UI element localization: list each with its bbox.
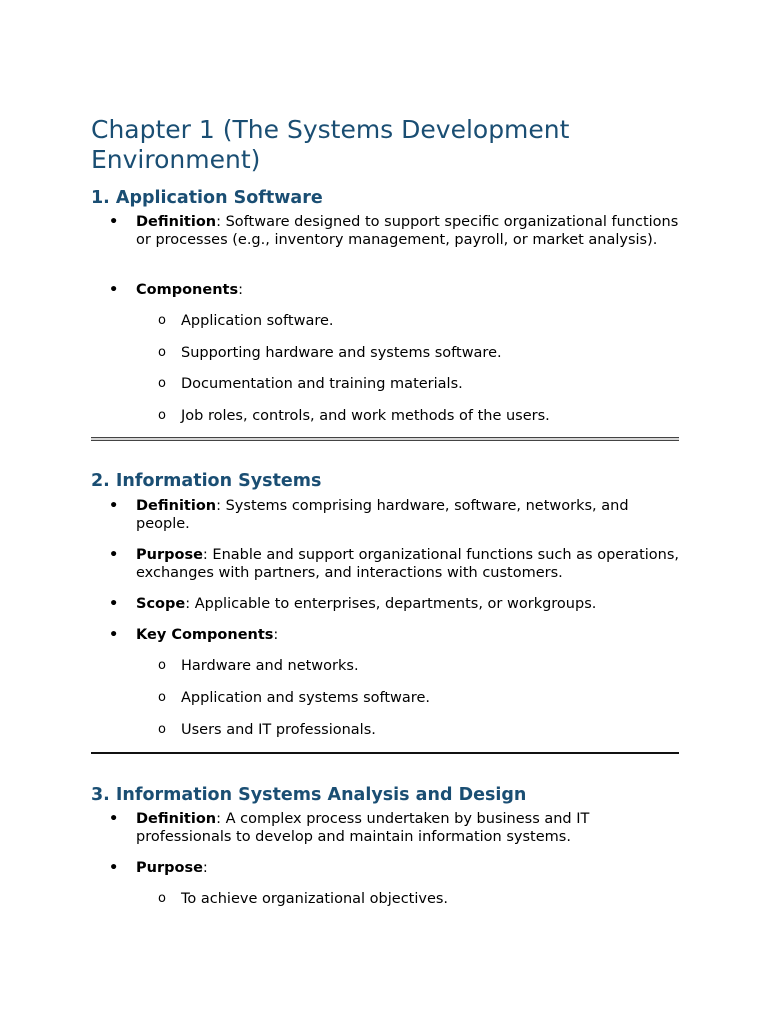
bullet-icon: • [109, 214, 119, 230]
list-item-definition [109, 810, 681, 846]
sub-item-text: Application and systems software. [181, 690, 430, 706]
list-item-scope [109, 595, 681, 613]
item-text: : A complex process undertaken by business and IT professionals to develop and maintain information systems. [136, 811, 590, 845]
sub-item-text: Application software. [181, 313, 334, 329]
bullet-icon: • [109, 811, 119, 827]
sub-list-item [158, 657, 681, 675]
sub-item-text: Users and IT professionals. [181, 722, 376, 738]
section-heading-application-software: 1. Application Software [91, 188, 323, 208]
circle-bullet-icon: o [158, 690, 166, 705]
sub-item-text: To achieve organizational objectives. [181, 891, 449, 907]
circle-bullet-icon: o [158, 345, 166, 360]
sub-item-text: Hardware and networks. [181, 658, 359, 674]
bullet-icon: • [109, 860, 119, 876]
circle-bullet-icon: o [158, 891, 166, 906]
item-text: : [238, 282, 243, 298]
page-title: Chapter 1 (The Systems Development Environment) [91, 115, 570, 174]
item-label: Definition [136, 811, 217, 827]
sub-list-item [158, 890, 681, 908]
sub-list-item [158, 344, 681, 362]
item-text: : Applicable to enterprises, departments, or workgroups. [185, 596, 597, 612]
item-label: Key Components [136, 627, 274, 643]
sub-list-item [158, 312, 681, 330]
bullet-icon: • [109, 498, 119, 514]
circle-bullet-icon: o [158, 658, 166, 673]
sub-item-text: Supporting hardware and systems software. [181, 345, 502, 361]
sub-list-item [158, 689, 681, 707]
circle-bullet-icon: o [158, 408, 166, 423]
bullet-icon: • [109, 627, 119, 643]
item-label: Scope [136, 596, 186, 612]
item-text: : [273, 627, 279, 643]
bullet-icon: • [109, 282, 119, 298]
list-item-purpose [109, 546, 681, 582]
sub-item-text: Job roles, controls, and work methods of the users. [181, 408, 550, 424]
bullet-icon: • [109, 596, 119, 612]
sub-item-text: Documentation and training materials. [181, 376, 463, 392]
circle-bullet-icon: o [158, 722, 166, 737]
item-text: : Systems comprising hardware, software, networks, and people. [136, 498, 629, 532]
section-divider [91, 437, 679, 441]
item-label: Purpose [136, 547, 203, 563]
list-item-purpose [109, 859, 681, 877]
section-heading-analysis-and-design: 3. Information Systems Analysis and Design [91, 785, 527, 805]
item-label: Components [136, 282, 239, 298]
list-item-definition [109, 213, 681, 249]
list-item-definition [109, 497, 681, 533]
item-label: Definition [136, 498, 217, 514]
circle-bullet-icon: o [158, 313, 166, 328]
item-label: Definition [136, 214, 217, 230]
list-item-key-components [109, 626, 681, 644]
item-text: : Enable and support organizational functions such as operations, exchanges with partners, and interactions with customers. [136, 547, 680, 581]
circle-bullet-icon: o [158, 376, 166, 391]
item-label: Purpose [136, 860, 203, 876]
item-text: : Software designed to support specific organizational functions or processes (e.g., inventory management, payroll, or market analysis). [136, 214, 679, 248]
list-item-components [109, 281, 681, 299]
sub-list-item [158, 721, 681, 739]
section-heading-information-systems: 2. Information Systems [91, 471, 322, 491]
section-divider [91, 752, 679, 754]
item-text: : [202, 860, 208, 876]
bullet-icon: • [109, 547, 119, 563]
sub-list-item [158, 407, 681, 425]
sub-list-item [158, 375, 681, 393]
